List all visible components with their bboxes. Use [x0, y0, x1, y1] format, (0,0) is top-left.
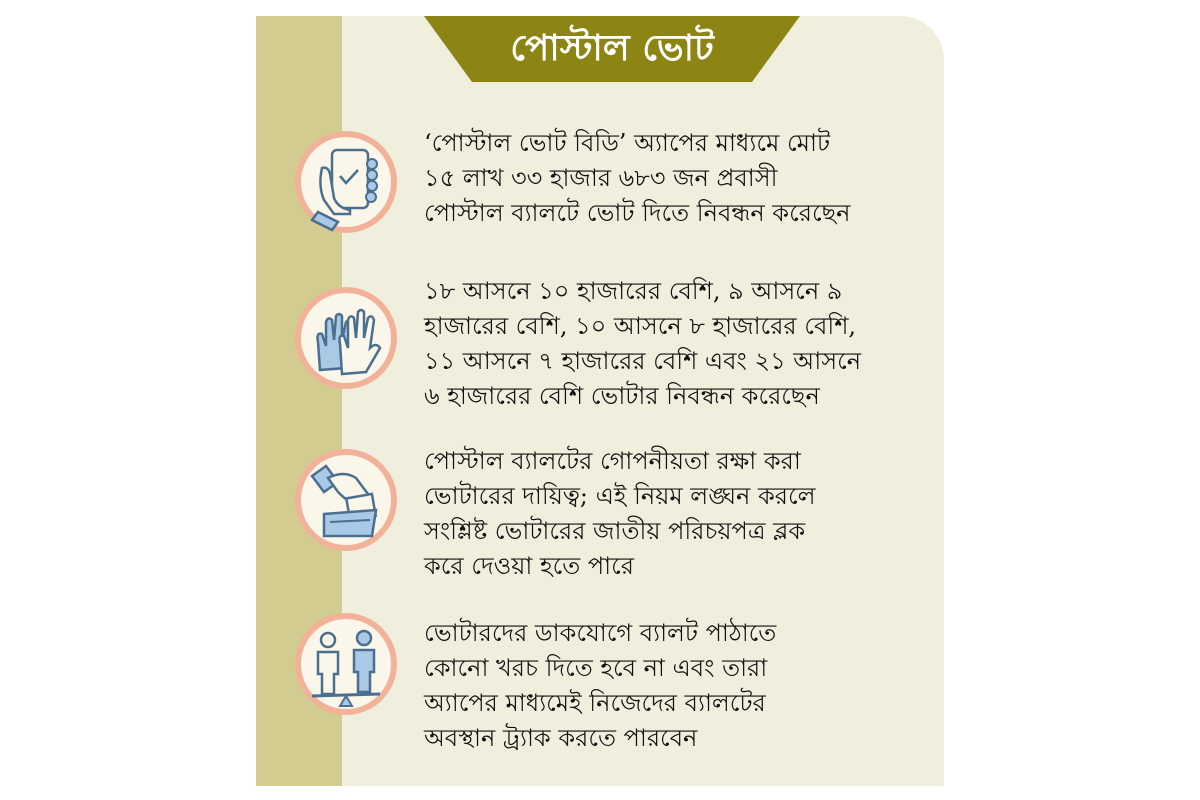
- text-line: অবস্থান ট্র্যাক করতে পারবেন: [424, 724, 698, 752]
- text-line: ১১ আসনে ৭ হাজারের বেশি এবং ২১ আসনে: [424, 347, 862, 375]
- text-line: ‘পোস্টাল ভোট বিডি’ অ্যাপের মাধ্যমে মোট: [424, 129, 831, 157]
- text-line: পোস্টাল ব্যালটের গোপনীয়তা রক্ষা করা: [424, 447, 801, 475]
- people-balance-icon: [294, 612, 398, 716]
- text-line: কোনো খরচ দিতে হবে না এবং তারা: [424, 654, 768, 682]
- text-line: ১৫ লাখ ৩৩ হাজার ৬৮৩ জন প্রবাসী: [424, 164, 778, 192]
- text-line: হাজারের বেশি, ১০ আসনে ৮ হাজারের বেশি,: [424, 312, 857, 340]
- text-line: অ্যাপের মাধ্যমেই নিজেদের ব্যালটের: [424, 689, 766, 717]
- text-line: ৬ হাজারের বেশি ভোটার নিবন্ধন করেছেন: [424, 382, 820, 410]
- page-title: পোস্টাল ভোট: [510, 28, 714, 69]
- text-line: পোস্টাল ব্যালটে ভোট দিতে নিবন্ধন করেছেন: [424, 199, 851, 227]
- smartphone-hand-icon: [294, 130, 398, 234]
- title-banner: [424, 16, 800, 94]
- text-line: করে দেওয়া হতে পারে: [424, 552, 634, 580]
- raised-hands-icon: [294, 286, 398, 390]
- text-line: ভোটারের দায়িত্ব; এই নিয়ম লঙ্ঘন করলে: [424, 482, 816, 510]
- info-text-1: [424, 126, 929, 231]
- infographic-card: [256, 16, 944, 786]
- info-text-3: [424, 444, 929, 584]
- text-line: সংশ্লিষ্ট ভোটারের জাতীয় পরিচয়পত্র ব্লক: [424, 517, 806, 545]
- info-text-2: [424, 274, 929, 414]
- info-text-4: [424, 616, 929, 756]
- text-line: ভোটারদের ডাকযোগে ব্যালট পাঠাতে: [424, 619, 777, 647]
- ballot-box-hand-icon: [294, 448, 398, 552]
- text-line: ১৮ আসনে ১০ হাজারের বেশি, ৯ আসনে ৯: [424, 277, 843, 305]
